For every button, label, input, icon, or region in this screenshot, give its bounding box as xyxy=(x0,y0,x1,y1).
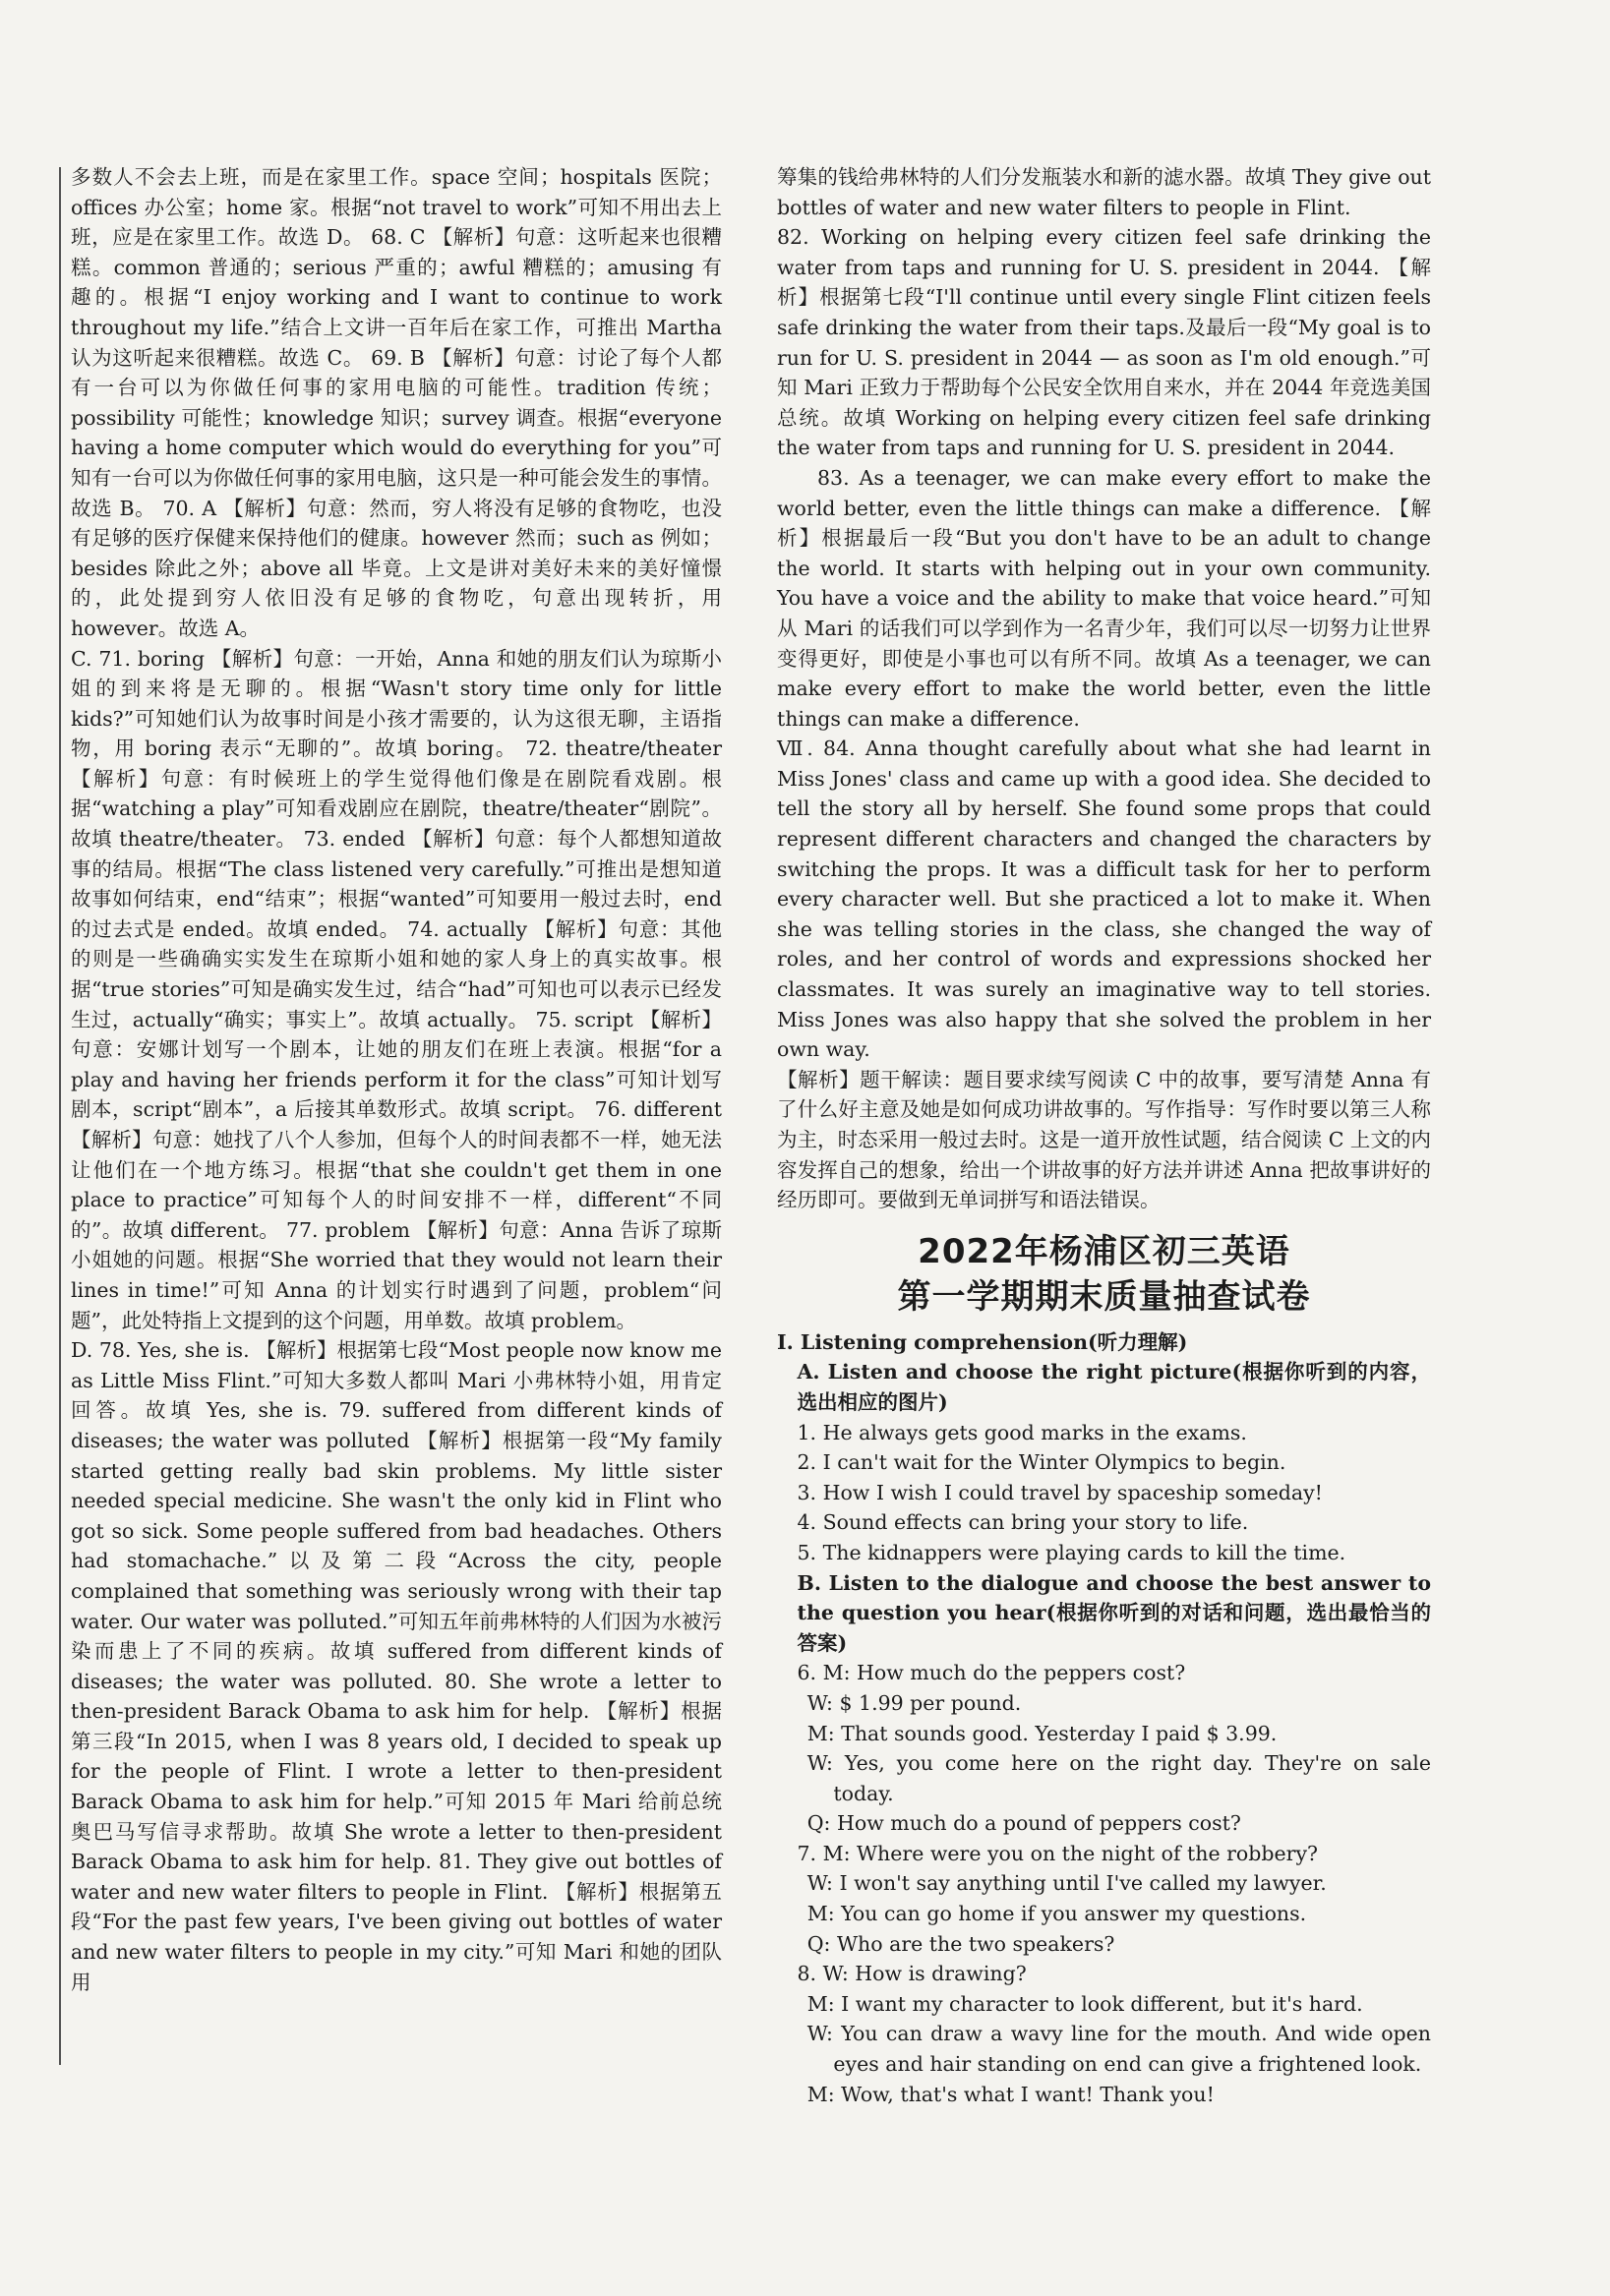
answer-84: Ⅶ. 84. Anna thought carefully about what she had learnt in Miss Jones' class and came up with a good idea. She decided to tell the story all by herself. She found some props that could represent different characters and changed the characters by switching the props. It was a difficult task for her to perform every character well. But she practiced a lot to make it. When she was telling stories in the class, she changed the way of roles, and her control of words and expressions shocked her classmates. It was surely an imaginative way to tell stories. Miss Jones was also happy that she solved the problem in her own way. xyxy=(777,736,1431,1062)
answer-paragraph-b: 多数人不会去上班，而是在家里工作。space 空间；hospitals 医院；offices 办公室；home 家。根据“not travel to work”可知不用出去上班，应是在家里工作。故选 D。 68. C 【解析】句意：这听起来也很糟糕。common 普通的；serious 严重的；awful 糟糕的；amusing 有趣的。根据“I enjoy working and I want to continue to work throughout my life.”结合上文讲一百年后在家工作，可推出 Martha 认为这听起来很糟糕。故选 C。 69. B 【解析】句意：讨论了每个人都有一台可以为你做任何事的家用电脑的可能性。tradition 传统；possibility 可能性；knowledge 知识；survey 调查。根据“everyone having a home computer which would do everything for you”可知有一台可以为你做任何事的家用电脑，这只是一种可能会发生的事情。故选 B。 70. A 【解析】句意：然而，穷人将没有足够的食物吃，也没有足够的医疗保健来保持他们的健康。however 然而；such as 例如；besides 除此之外；above all 毕竟。上文是讲对美好未来的美好憧憬的，此处提到穷人依旧没有足够的食物吃，句意出现转折，用 however。故选 A。 xyxy=(71,165,722,640)
dialogue-question: Q: Who are the two speakers? xyxy=(806,1931,1115,1956)
answer-82: 82. Working on helping every citizen feel safe drinking the water from taps and running for U. S. president in 2044. 【解析】根据第七段“I'll continue until every single Flint citizen feels safe drinking the water from their taps.及最后一段“My goal is to run for U. S. president in 2044 — as soon as I'm old enough.”可知 Mari 正致力于帮助每个公民安全饮用自来水，并在 2044 年竞选美国总统。故填 Working on helping every citizen feel safe drinking the water from taps and running for U. S. president in 2044. xyxy=(777,225,1431,460)
part-a-instruction: A. Listen and choose the right picture(根据你听到的内容，选出相应的图片) xyxy=(797,1360,1431,1414)
margin-rule xyxy=(59,167,61,2065)
dialogue-line: M: You can go home if you answer my questions. xyxy=(806,1902,1307,1926)
dialogue-line: W: You can draw a wavy line for the mouth. And wide open eyes and hair standing on end can give a frightened look. xyxy=(806,2022,1431,2077)
answer-paragraph-d: D. 78. Yes, she is. 【解析】根据第七段“Most people now know me as Little Miss Flint.”可知大多数人都叫 Mari 小弗林特小姐，用肯定回答。故填 Yes, she is. 79. suffered from different kinds of diseases; the water was polluted 【解析】根据第一段“My family started getting really bad skin problems. My little sister needed special medicine. She wasn't the only kid in Flint who got so sick. Some people suffered from bad headaches. Others had stomachache.”以及第二段“Across the city, people complained that something was seriously wrong with their tap water. Our water was polluted.”可知五年前弗林特的人们因为水被污染而患上了不同的疾病。故填 suffered from different kinds of diseases; the water was polluted. 80. She wrote a letter to then-president Barack Obama to ask him for help. 【解析】根据第三段“In 2015, when I was 8 years old, I decided to speak up for the people of Flint. I wrote a letter to then-president Barack Obama to ask him for help.”可知 2015 年 Mari 给前总统奥巴马写信寻求帮助。故填 She wrote a letter to then-president Barack Obama to ask him for help. 81. They give out bottles of water and new water filters to people in Flint. 【解析】根据第五段“For the past few years, I've been giving out bottles of water and new water filters to people in my city.”可知 Mari 和她的团队用 xyxy=(71,1338,722,1994)
exam-title xyxy=(777,1229,1431,1320)
dialogue-line: W: I won't say anything until I've called my lawyer. xyxy=(806,1871,1327,1896)
listening-item: 4. Sound effects can bring your story to life. xyxy=(797,1510,1249,1535)
listening-item: 1. He always gets good marks in the exams. xyxy=(797,1420,1247,1444)
part-b-instruction: B. Listen to the dialogue and choose the best answer to the question you hear(根据你听到的对话和问题，选出最恰当的答案) xyxy=(797,1570,1431,1655)
dialogue-line: W: $ 1.99 per pound. xyxy=(806,1690,1022,1715)
dialogue-line: M: Wow, that's what I want! Thank you! xyxy=(806,2082,1215,2106)
dialogue-line: 6. M: How much do the peppers cost? xyxy=(797,1661,1186,1685)
dialogue-line: 7. M: Where were you on the night of the robbery? xyxy=(797,1841,1319,1865)
dialogue-line: M: I want my character to look different, but it's hard. xyxy=(806,1991,1363,2016)
answer-paragraph-c: C. 71. boring 【解析】句意：一开始，Anna 和她的朋友们认为琼斯小姐的到来将是无聊的。根据“Wasn't story time only for little kids?”可知她们认为故事时间是小孩才需要的，认为这很无聊，主语指物，用 boring 表示“无聊的”。故填 boring。 72. theatre/theater 【解析】句意：有时候班上的学生觉得他们像是在剧院看戏剧。根据“watching a play”可知看戏剧应在剧院，theatre/theater“剧院”。故填 theatre/theater。 73. ended 【解析】句意：每个人都想知道故事的结局。根据“The class listened very carefully.”可推出是想知道故事如何结束，end“结束”；根据“wanted”可知要用一般过去时，end 的过去式是 ended。故填 ended。 74. actually 【解析】句意：其他的则是一些确确实实发生在琼斯小姐和她的家人身上的真实故事。根据“true stories”可知是确实发生过，结合“had”可知也可以表示已经发生过，actually“确实；事实上”。故填 actually。 75. script 【解析】句意：安娜计划写一个剧本，让她的朋友们在班上表演。根据“for a play and having her friends perform it for the class”可知计划写剧本，script“剧本”，a 后接其单数形式。故填 script。 76. different 【解析】句意：她找了八个人参加，但每个人的时间表都不一样，她无法让他们在一个地方练习。根据“that she couldn't get them in one place to practice”可知每个人的时间安排不一样，different“不同的”。故填 different。 77. problem 【解析】句意：Anna 告诉了琼斯小姐她的问题。根据“She worried that they would not learn their lines in time!”可知 Anna 的计划实行时遇到了问题，problem“问题”，此处特指上文提到的这个问题，用单数。故填 problem。 xyxy=(71,646,722,1332)
dialogue-question: Q: How much do a pound of peppers cost? xyxy=(806,1811,1241,1836)
dialogue-line: W: Yes, you come here on the right day. They're on sale today. xyxy=(806,1751,1431,1805)
exam-title-line2: 第一学期期末质量抽查试卷 xyxy=(897,1276,1311,1317)
dialogue-line: 8. W: How is drawing? xyxy=(797,1962,1027,1986)
listening-item: 3. How I wish I could travel by spaceship someday! xyxy=(797,1480,1323,1504)
left-column xyxy=(71,162,722,1997)
exam-title-line1: 2022年杨浦区初三英语 xyxy=(918,1231,1290,1271)
answer-83: 83. As a teenager, we can make every effort to make the world better, even the little things can make a difference. 【解析】根据最后一段“But you don't have to be an adult to change the world. It starts with helping out in your own community. You have a voice and the ability to make that voice heard.”可知从 Mari 的话我们可以学到作为一名青少年，我们可以尽一切努力让世界变得更好，即使是小事也可以有所不同。故填 As a teenager, we can make every effort to make the world better, even the little things can make a difference. xyxy=(777,465,1431,731)
section-listening: Ⅰ. Listening comprehension(听力理解) xyxy=(777,1329,1188,1354)
listening-item: 5. The kidnappers were playing cards to kill the time. xyxy=(797,1540,1346,1564)
answer-84-analysis: 【解析】题干解读：题目要求续写阅读 C 中的故事，要写清楚 Anna 有了什么好主意及她是如何成功讲故事的。写作指导：写作时要以第三人称为主，时态采用一般过去时。这是一道开放性试题，结合阅读 C 上文的内容发挥自己的想象，给出一个讲故事的好方法并讲述 Anna 把故事讲好的经历即可。要做到无单词拼写和语法错误。 xyxy=(777,1067,1431,1212)
dialogue-line: M: That sounds good. Yesterday I paid $ 3.99. xyxy=(806,1721,1278,1745)
listening-item: 2. I can't wait for the Winter Olympics to begin. xyxy=(797,1450,1286,1475)
right-column xyxy=(777,162,1431,2109)
answer-continuation: 筹集的钱给弗林特的人们分发瓶装水和新的滤水器。故填 They give out bottles of water and new water filters to people in Flint. xyxy=(777,165,1431,219)
